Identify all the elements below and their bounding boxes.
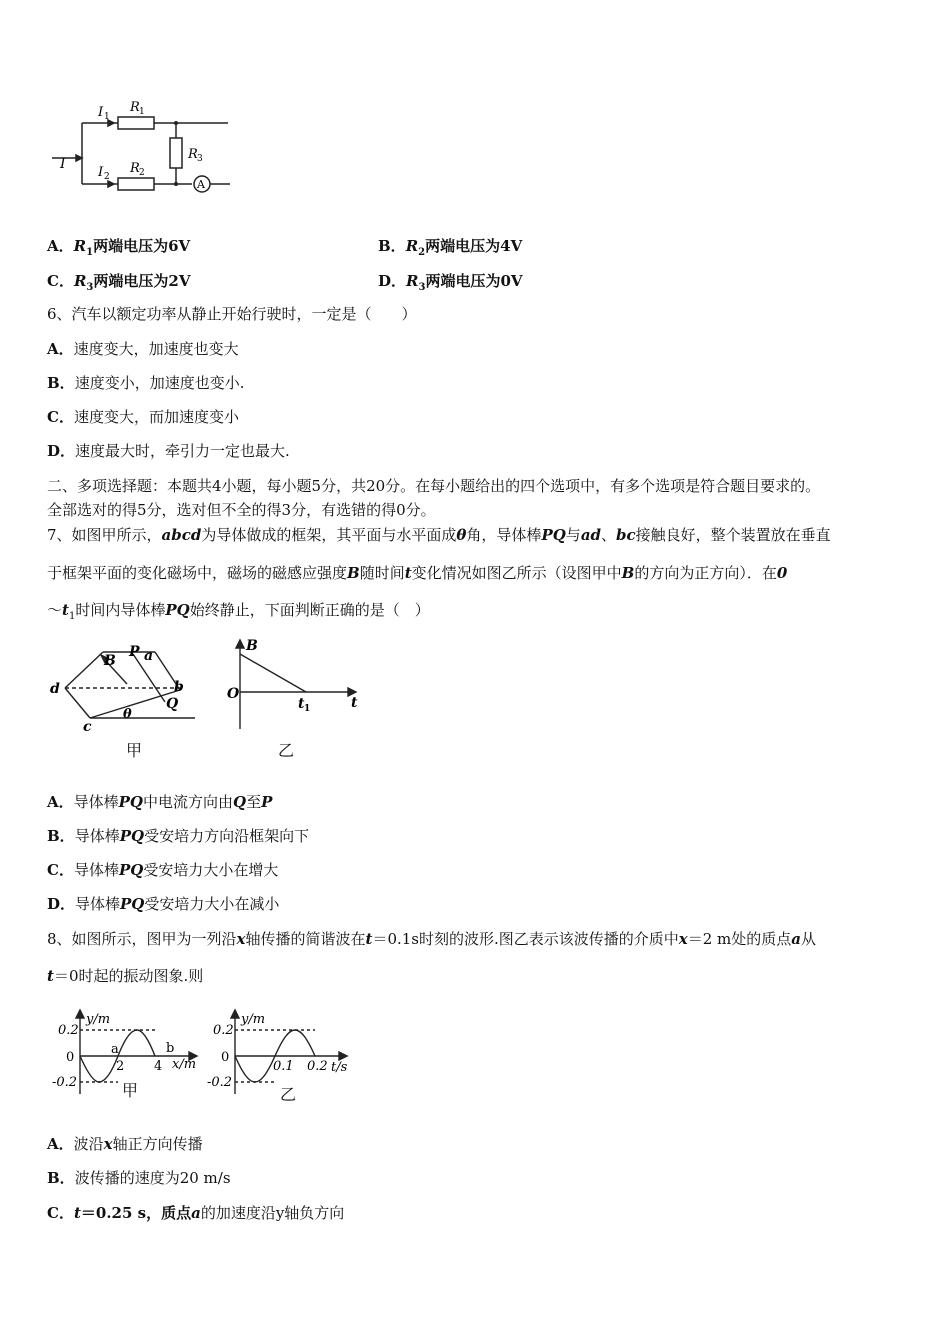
q7-graph-label-t1: t bbox=[298, 696, 305, 712]
label-i2-sub: 2 bbox=[104, 172, 110, 182]
q8-caption-right: 乙 bbox=[280, 1085, 297, 1104]
q8-right-tlabel: t/s bbox=[331, 1060, 348, 1075]
q7-stem-line2: 于框架平面的变化磁场中，磁场的磁感应强度B随时间t变化情况如图乙所示（设图甲中B的方向为正方向）．在0 bbox=[47, 564, 788, 582]
q7-label-q: Q bbox=[166, 696, 179, 712]
q7-label-b-field: B bbox=[104, 653, 116, 669]
q7-label-p: P bbox=[129, 644, 140, 660]
q5-option-b: B．$R_2$两端电压为4V bbox=[378, 237, 523, 258]
section2-line2: 全部选对的得5分，选对但不全的得3分，有选错的得0分。 bbox=[47, 501, 436, 519]
q7-graph-label-t1-sub: 1 bbox=[304, 704, 311, 714]
label-r1-sub: 1 bbox=[139, 107, 145, 117]
label-r1: R bbox=[130, 100, 140, 115]
q7-label-b: b bbox=[174, 679, 184, 695]
q8-stem-line1: 8、如图所示，图甲为一列沿x轴传播的简谐波在t＝0.1s时刻的波形.图乙表示该波传播的介质中x＝2 m处的质点a从 bbox=[47, 930, 817, 948]
q8-left-top: 0.2 bbox=[58, 1023, 79, 1038]
q8-option-b: B．波传播的速度为20 m/s bbox=[47, 1169, 231, 1187]
label-i: I bbox=[60, 156, 66, 172]
q7-caption-right: 乙 bbox=[278, 741, 295, 760]
q8-stem-line2: t＝0时起的振动图象.则 bbox=[47, 967, 204, 985]
q6-option-d: D．速度最大时，牵引力一定也最大. bbox=[47, 442, 290, 460]
q7-stem-line3: $\sim t_1$时间内导体棒PQ始终静止，下面判断正确的是（ ） bbox=[47, 601, 430, 622]
q8-left-ylabel: y/m bbox=[86, 1012, 111, 1027]
label-r3: R bbox=[188, 147, 198, 162]
q8-option-c: C．t＝0.25 s，质点a的加速度沿y轴负方向 bbox=[47, 1204, 345, 1222]
q7-caption-left: 甲 bbox=[126, 741, 143, 760]
label-i2: I bbox=[98, 165, 104, 180]
q8-left-xlabel: x/m bbox=[172, 1057, 197, 1072]
q5-option-c: C．$R_3$两端电压为2V bbox=[47, 272, 191, 293]
q7-label-theta: θ bbox=[123, 707, 132, 722]
q7-label-d: d bbox=[50, 681, 60, 697]
q7-graph-label-t: t bbox=[351, 695, 358, 711]
q8-right-t1: 0.1 bbox=[273, 1059, 294, 1074]
q5-option-a: A．$R_1$两端电压为6V bbox=[47, 237, 191, 258]
q8-left-zero: 0 bbox=[66, 1050, 75, 1065]
label-r2: R bbox=[130, 161, 140, 176]
ammeter-label: A bbox=[197, 178, 205, 191]
q6-option-b: B．速度变小，加速度也变小. bbox=[47, 374, 245, 392]
q6-stem: 6、汽车以额定功率从静止开始行驶时，一定是（ ） bbox=[47, 305, 417, 323]
q8-right-t2: 0.2 bbox=[307, 1059, 328, 1074]
q8-left-bottom: -0.2 bbox=[52, 1075, 78, 1090]
q8-left-a: a bbox=[111, 1042, 119, 1057]
q7-label-c: c bbox=[83, 719, 92, 735]
label-r3-sub: 3 bbox=[197, 154, 203, 164]
q6-option-a: A．速度变大，加速度也变大 bbox=[47, 340, 239, 358]
q6-option-c: C．速度变大，而加速度变小 bbox=[47, 408, 239, 426]
label-r2-sub: 2 bbox=[139, 168, 145, 178]
label-i1: I bbox=[98, 105, 104, 120]
q7-label-a: a bbox=[144, 648, 154, 664]
q8-right-bottom: -0.2 bbox=[207, 1075, 233, 1090]
q7-option-c: C．导体棒PQ受安培力大小在增大 bbox=[47, 861, 279, 879]
q7-stem-line1: 7、如图甲所示，abcd为导体做成的框架，其平面与水平面成θ角，导体棒PQ与ad、bc接触良好，整个装置放在垂直 bbox=[47, 526, 831, 544]
circuit-diagram bbox=[46, 96, 246, 196]
q7-bt-graph bbox=[226, 634, 366, 734]
q8-right-zero: 0 bbox=[221, 1050, 230, 1065]
q7-option-a: A．导体棒PQ中电流方向由Q至P bbox=[47, 793, 273, 811]
q8-left-x2: 2 bbox=[116, 1059, 125, 1074]
q7-frame-figure bbox=[45, 640, 205, 740]
q8-left-b: b bbox=[166, 1041, 175, 1056]
q8-caption-left: 甲 bbox=[122, 1081, 139, 1100]
q7-option-d: D．导体棒PQ受安培力大小在减小 bbox=[47, 895, 280, 913]
q8-right-top: 0.2 bbox=[213, 1023, 234, 1038]
q8-right-ylabel: y/m bbox=[241, 1012, 266, 1027]
label-i1-sub: 1 bbox=[104, 112, 110, 122]
q8-option-a: A．波沿x轴正方向传播 bbox=[47, 1135, 203, 1153]
q7-graph-label-b: B bbox=[246, 638, 258, 654]
q5-option-d: D．$R_3$两端电压为0V bbox=[378, 272, 523, 293]
section2-line1: 二、多项选择题：本题共4小题，每小题5分，共20分。在每小题给出的四个选项中，有多个选项是符合题目要求的。 bbox=[47, 477, 821, 495]
q8-left-x4: 4 bbox=[154, 1059, 163, 1074]
q7-graph-label-o: O bbox=[227, 686, 240, 702]
q7-option-b: B．导体棒PQ受安培力方向沿框架向下 bbox=[47, 827, 310, 845]
